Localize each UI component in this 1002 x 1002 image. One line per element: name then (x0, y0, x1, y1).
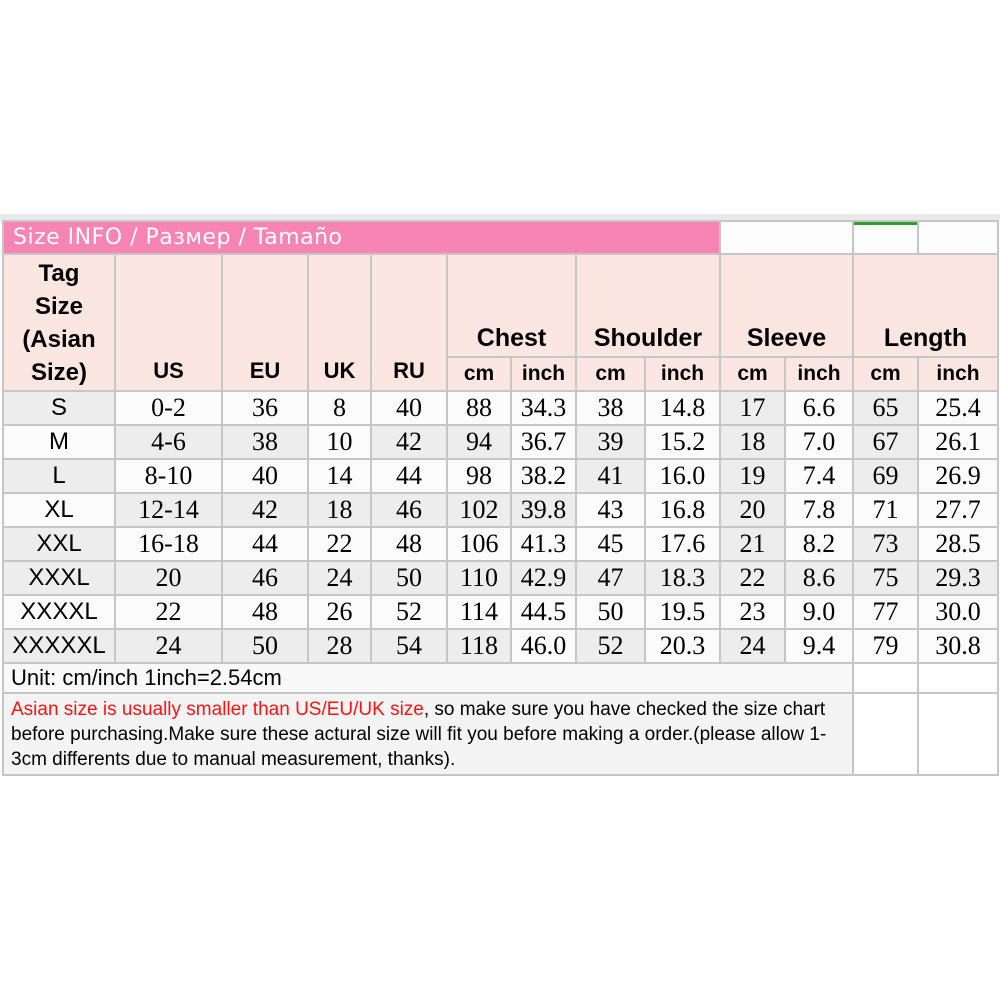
size-cell: 26.9 (919, 460, 997, 492)
size-cell: 44.5 (512, 596, 575, 628)
shoulder-header: Shoulder (577, 255, 719, 356)
size-cell: 21 (721, 528, 784, 560)
size-cell: 24 (721, 630, 784, 662)
size-cell: 77 (854, 596, 917, 628)
tag-size-cell: L (4, 460, 114, 492)
size-cell: 34.3 (512, 392, 575, 424)
size-cell: 9.0 (786, 596, 852, 628)
size-cell: 14 (309, 460, 370, 492)
empty-cell (854, 694, 917, 774)
size-cell: 18.3 (646, 562, 719, 594)
size-cell: 36 (223, 392, 307, 424)
size-cell: 9.4 (786, 630, 852, 662)
size-cell: 20 (721, 494, 784, 526)
size-cell: 22 (116, 596, 221, 628)
size-cell: 46 (223, 562, 307, 594)
size-cell: 7.8 (786, 494, 852, 526)
size-cell: 39 (577, 426, 644, 458)
size-cell: 38 (577, 392, 644, 424)
length-header: Length (854, 255, 997, 356)
size-cell: 65 (854, 392, 917, 424)
size-cell: 30.0 (919, 596, 997, 628)
empty-cell (721, 222, 852, 253)
ru-size-header: RU (372, 255, 446, 390)
unit-cm-header: cm (721, 358, 784, 390)
empty-cell (919, 222, 997, 253)
us-size-header: US (116, 255, 221, 390)
size-cell: 94 (448, 426, 510, 458)
warning-red-text: Asian size is usually smaller than US/EU/UK size (11, 699, 424, 720)
tag-size-cell: XXL (4, 528, 114, 560)
size-cell: 46.0 (512, 630, 575, 662)
size-cell: 19.5 (646, 596, 719, 628)
size-cell: 110 (448, 562, 510, 594)
size-cell: 44 (372, 460, 446, 492)
size-cell: 41 (577, 460, 644, 492)
size-cell: 24 (116, 630, 221, 662)
chest-header: Chest (448, 255, 575, 356)
size-cell: 106 (448, 528, 510, 560)
size-cell: 42 (372, 426, 446, 458)
size-cell: 17.6 (646, 528, 719, 560)
empty-cell (919, 694, 997, 774)
size-cell: 15.2 (646, 426, 719, 458)
size-cell: 6.6 (786, 392, 852, 424)
size-cell: 36.7 (512, 426, 575, 458)
size-cell: 38 (223, 426, 307, 458)
size-cell: 8.6 (786, 562, 852, 594)
tag-size-line: (Asian (22, 325, 96, 353)
size-cell: 8 (309, 392, 370, 424)
size-cell: 30.8 (919, 630, 997, 662)
size-warning-note (4, 694, 852, 774)
size-cell: 48 (223, 596, 307, 628)
size-cell: 19 (721, 460, 784, 492)
size-cell: 7.4 (786, 460, 852, 492)
size-cell: 20.3 (646, 630, 719, 662)
size-cell: 79 (854, 630, 917, 662)
size-cell: 18 (309, 494, 370, 526)
green-marked-cell (854, 222, 917, 253)
size-cell: 98 (448, 460, 510, 492)
size-cell: 20 (116, 562, 221, 594)
size-cell: 41.3 (512, 528, 575, 560)
unit-note-row: Unit: cm/inch 1inch=2.54cm (4, 664, 852, 692)
size-cell: 54 (372, 630, 446, 662)
size-cell: 0-2 (116, 392, 221, 424)
size-cell: 29.3 (919, 562, 997, 594)
size-cell: 28 (309, 630, 370, 662)
size-cell: 16.8 (646, 494, 719, 526)
size-cell: 88 (448, 392, 510, 424)
sleeve-header: Sleeve (721, 255, 852, 356)
size-cell: 22 (309, 528, 370, 560)
unit-inch-header: inch (512, 358, 575, 390)
tag-size-cell: XXXL (4, 562, 114, 594)
size-cell: 47 (577, 562, 644, 594)
size-cell: 8.2 (786, 528, 852, 560)
size-cell: 40 (223, 460, 307, 492)
size-cell: 26.1 (919, 426, 997, 458)
empty-cell (919, 664, 997, 692)
table-title-bar: Size INFO / Размер / Tamaño (4, 222, 719, 253)
size-cell: 71 (854, 494, 917, 526)
size-cell: 14.8 (646, 392, 719, 424)
size-cell: 46 (372, 494, 446, 526)
size-cell: 114 (448, 596, 510, 628)
size-cell: 50 (223, 630, 307, 662)
size-cell: 50 (372, 562, 446, 594)
size-cell: 42.9 (512, 562, 575, 594)
tag-size-line: Size) (30, 358, 87, 386)
eu-size-header: EU (223, 255, 307, 390)
size-cell: 75 (854, 562, 917, 594)
tag-size-cell: S (4, 392, 114, 424)
size-cell: 24 (309, 562, 370, 594)
size-cell: 28.5 (919, 528, 997, 560)
size-cell: 52 (372, 596, 446, 628)
size-cell: 10 (309, 426, 370, 458)
unit-inch-header: inch (919, 358, 997, 390)
tag-size-line: Tag (38, 259, 80, 287)
unit-cm-header: cm (448, 358, 510, 390)
size-cell: 12-14 (116, 494, 221, 526)
size-cell: 17 (721, 392, 784, 424)
size-cell: 23 (721, 596, 784, 628)
size-cell: 42 (223, 494, 307, 526)
tag-size-header (4, 255, 114, 390)
size-cell: 102 (448, 494, 510, 526)
size-cell: 40 (372, 392, 446, 424)
size-cell: 69 (854, 460, 917, 492)
size-cell: 38.2 (512, 460, 575, 492)
size-cell: 52 (577, 630, 644, 662)
size-cell: 7.0 (786, 426, 852, 458)
size-chart-table (2, 220, 999, 776)
size-cell: 27.7 (919, 494, 997, 526)
size-cell: 25.4 (919, 392, 997, 424)
size-cell: 73 (854, 528, 917, 560)
size-cell: 39.8 (512, 494, 575, 526)
tag-size-cell: M (4, 426, 114, 458)
warning-black-text: , so make sure you have checked the size chart before purchasing.Make sure these actural size will fit you before making a order.(please allow 1-3cm differents due to manual measurement, thanks). (11, 699, 827, 770)
size-cell: 43 (577, 494, 644, 526)
size-cell: 16-18 (116, 528, 221, 560)
size-cell: 45 (577, 528, 644, 560)
unit-inch-header: inch (646, 358, 719, 390)
empty-cell (854, 664, 917, 692)
unit-inch-header: inch (786, 358, 852, 390)
size-cell: 118 (448, 630, 510, 662)
size-cell: 22 (721, 562, 784, 594)
size-cell: 67 (854, 426, 917, 458)
size-cell: 16.0 (646, 460, 719, 492)
unit-cm-header: cm (577, 358, 644, 390)
size-cell: 48 (372, 528, 446, 560)
size-cell: 44 (223, 528, 307, 560)
tag-size-cell: XXXXXL (4, 630, 114, 662)
uk-size-header: UK (309, 255, 370, 390)
size-cell: 8-10 (116, 460, 221, 492)
size-cell: 50 (577, 596, 644, 628)
size-cell: 26 (309, 596, 370, 628)
size-cell: 18 (721, 426, 784, 458)
tag-size-cell: XXXXL (4, 596, 114, 628)
size-cell: 4-6 (116, 426, 221, 458)
tag-size-cell: XL (4, 494, 114, 526)
tag-size-line: Size (34, 292, 84, 320)
unit-cm-header: cm (854, 358, 917, 390)
